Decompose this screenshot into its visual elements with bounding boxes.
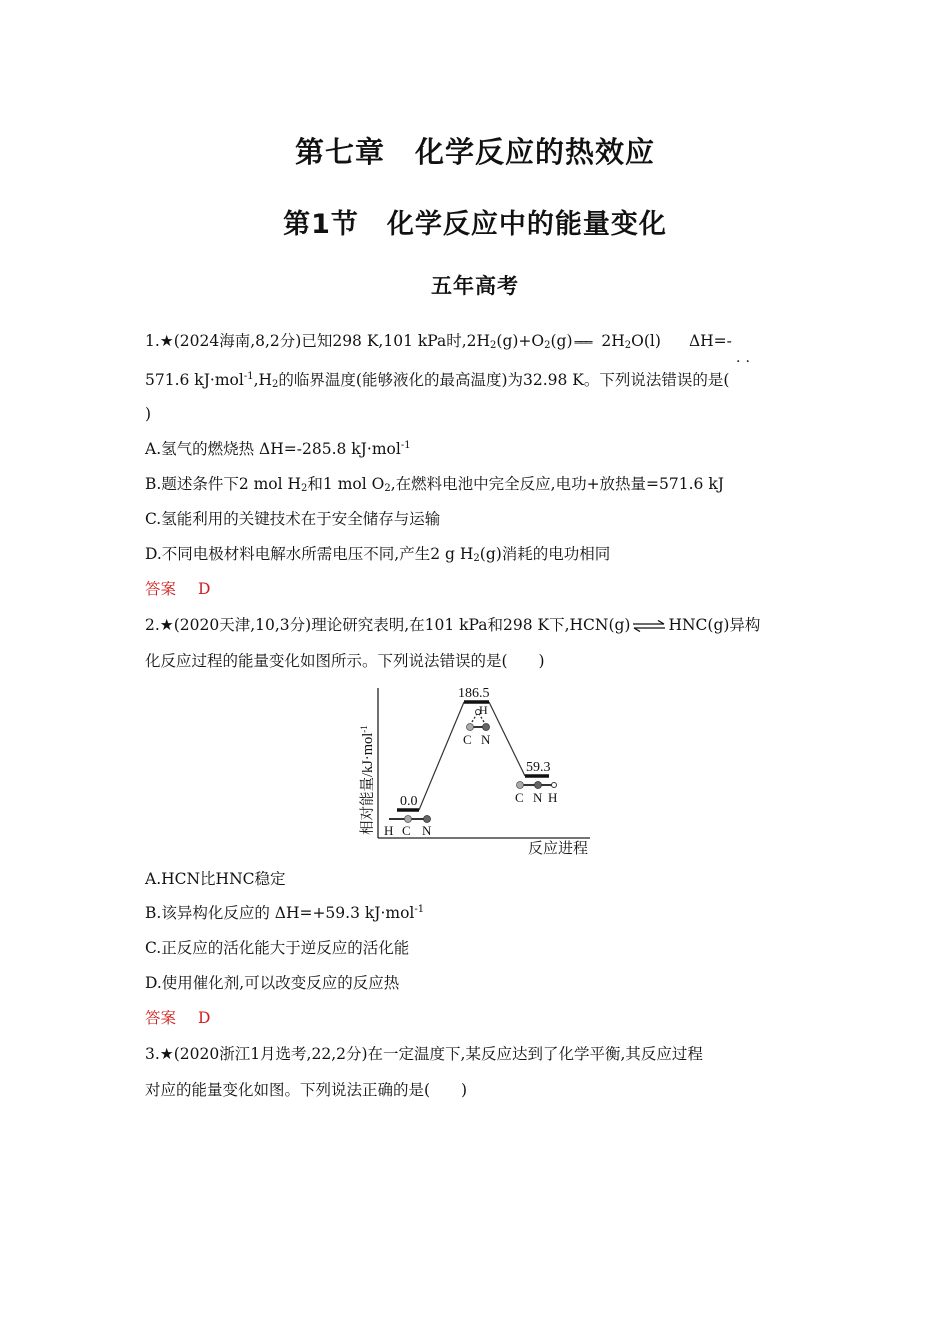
y-axis-label: 相对能量/kJ·mol$^{-1}$ xyxy=(359,725,376,835)
q2-stem-line2: 化反应过程的能量变化如图所示。下列说法错误的是( ) xyxy=(145,652,545,670)
svg-text:H: H xyxy=(479,703,488,717)
section-title: 第1节 化学反应中的能量变化 xyxy=(283,209,667,240)
svg-text:C: C xyxy=(402,823,411,838)
emphasis-dots: ·· xyxy=(736,354,755,370)
svg-text:N: N xyxy=(422,823,432,838)
svg-text:C: C xyxy=(515,790,524,805)
q3-stem-line1: 3.★(2020浙江1月选考,22,2分)在一定温度下,某反应达到了化学平衡,其反应过程 xyxy=(145,1045,703,1063)
chapter-title: 第七章 化学反应的热效应 xyxy=(294,135,655,169)
svg-text:N: N xyxy=(533,790,543,805)
q2-answer: 答案 D xyxy=(145,1009,211,1027)
level-label-2: 59.3 xyxy=(526,760,551,775)
x-axis-label: 反应进程 xyxy=(528,841,589,857)
star-icon: ★ xyxy=(159,332,174,350)
q1-answer: 答案 D xyxy=(145,580,211,598)
q1-option-d: D.不同电极材料电解水所需电压不同,产生2 g $H_2(g)$消耗的电功相同 xyxy=(145,545,611,564)
level-label-0: 0.0 xyxy=(400,794,418,809)
part-title: 五年高考 xyxy=(431,274,519,298)
star-icon: ★ xyxy=(159,1045,174,1063)
q1-stem-line1: 1.★(2024海南,8,2分)已知298 K,101 kPa时$,2H_2(g)+O_2(g)$ ═══ $2H_2O(l)$ ΔH=- xyxy=(145,332,732,351)
q2-option-d: D.使用催化剂,可以改变反应的反应热 xyxy=(145,974,400,992)
level-label-1: 186.5 xyxy=(458,686,490,701)
molecule-transition xyxy=(463,703,491,747)
q1-option-a: A.氢气的燃烧热 ΔH=-285.8 kJ·mol$^{-1}$ xyxy=(145,440,411,458)
svg-text:H: H xyxy=(384,823,394,838)
equilibrium-arrow-icon xyxy=(632,620,666,632)
q1-stem-line2: 571.6 $kJ\cdot mol^{-1},H_2$的临界温度(能够液化的最高温度)为32.98 K。下列说法错误的是( xyxy=(145,371,730,390)
star-icon: ★ xyxy=(159,616,174,634)
q2-stem-line1: 2.★(2020天津,10,3分)理论研究表明,在101 kPa和298 K下,HCN(g) HNC(g)异构 xyxy=(145,616,761,634)
q1-option-b: B.题述条件下2 mol $H_2$和1 mol $O_2$,在燃料电池中完全反应,电功+放热量=571.6 kJ xyxy=(145,475,724,494)
q2-option-c: C.正反应的活化能大于逆反应的活化能 xyxy=(145,939,410,957)
svg-text:C: C xyxy=(463,732,472,747)
q2-option-b: B.该异构化反应的 ΔH=+59.3 kJ·mol$^{-1}$ xyxy=(145,904,425,922)
svg-text:N: N xyxy=(481,732,491,747)
q1-stem-line3: ) xyxy=(145,405,152,423)
connector-2 xyxy=(489,702,525,776)
q2-option-a: A.HCN比HNC稳定 xyxy=(145,870,286,888)
equals-arrow: ═══ xyxy=(574,336,592,349)
molecule-hcn xyxy=(384,816,432,839)
energy-diagram xyxy=(350,678,600,860)
connector-1 xyxy=(419,702,464,810)
q3-stem-line2: 对应的能量变化如图。下列说法正确的是( ) xyxy=(145,1081,468,1099)
q1-option-c: C.氢能利用的关键技术在于安全储存与运输 xyxy=(145,510,441,528)
molecule-hnc xyxy=(515,782,557,806)
svg-text:H: H xyxy=(548,790,558,805)
